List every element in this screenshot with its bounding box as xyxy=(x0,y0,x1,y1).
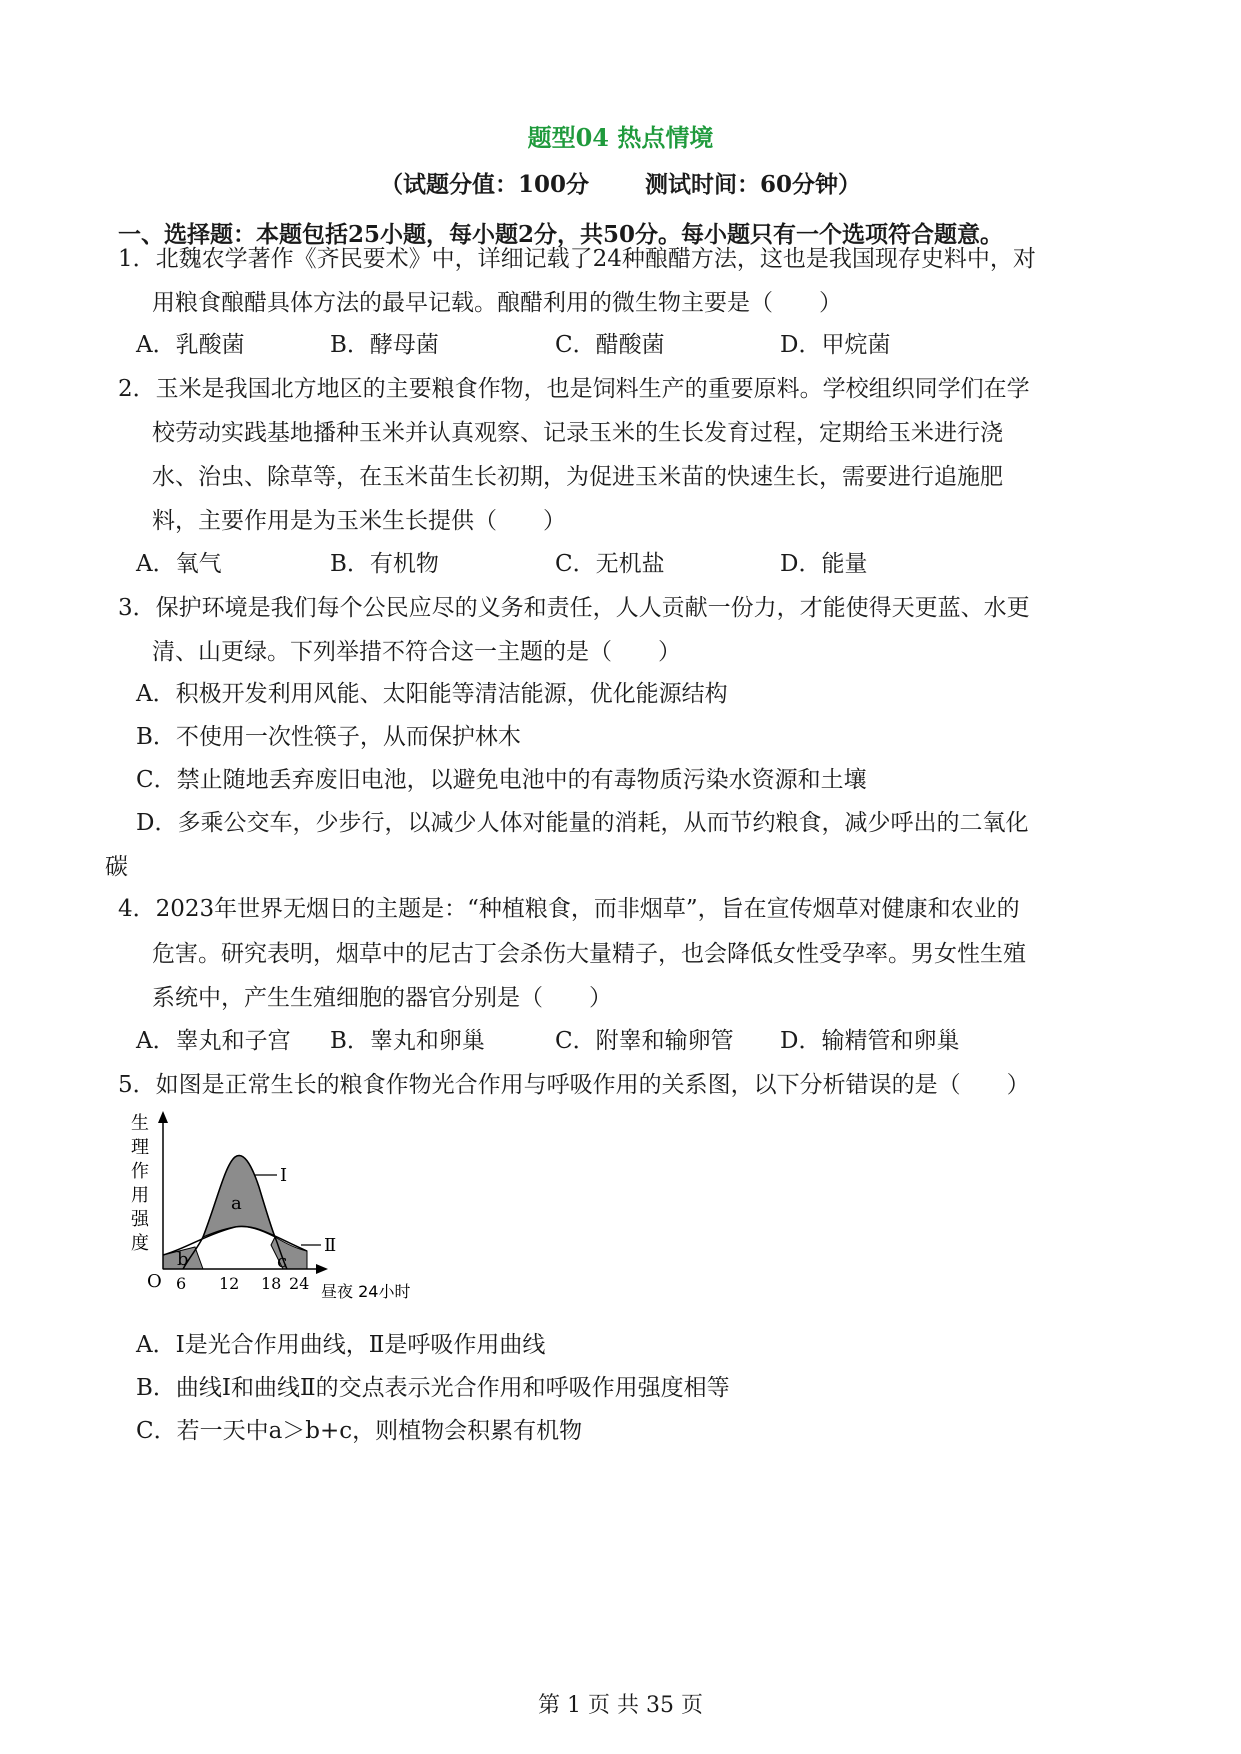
question-1-option-d: D．甲烷菌 xyxy=(780,332,891,358)
x-axis-label: 昼夜 24小时 xyxy=(321,1282,411,1301)
question-2-line-1: 2．玉米是我国北方地区的主要粮食作物，也是饲料生产的重要原料。学校组织同学们在学 xyxy=(118,376,1030,402)
question-4-option-c: C．附睾和输卵管 xyxy=(555,1028,734,1054)
y-axis-arrow xyxy=(158,1111,168,1123)
question-4-line-3: 系统中，产生生殖细胞的器官分别是（ ） xyxy=(152,985,612,1011)
question-5-line-1: 5．如图是正常生长的粮食作物光合作用与呼吸作用的关系图，以下分析错误的是（ ） xyxy=(118,1072,1030,1098)
question-2-option-a: A．氧气 xyxy=(136,551,222,577)
question-2-line-2: 校劳动实践基地播种玉米并认真观察、记录玉米的生长发育过程，定期给玉米进行浇 xyxy=(152,420,1003,446)
x-tick-18: 18 xyxy=(261,1274,282,1293)
y-axis-label-char-2: 理 xyxy=(131,1137,149,1158)
question-4-line-2: 危害。研究表明，烟草中的尼古丁会杀伤大量精子，也会降低女性受孕率。男女性生殖 xyxy=(152,941,1026,967)
curve-I-label: Ⅰ xyxy=(280,1165,288,1186)
page-title: 题型04 热点情境 xyxy=(527,123,714,152)
question-2-option-b: B．有机物 xyxy=(330,551,439,577)
question-4-option-b: B．睾丸和卵巢 xyxy=(330,1028,485,1054)
x-tick-12: 12 xyxy=(219,1274,240,1293)
page-footer: 第 1 页 共 35 页 xyxy=(538,1693,703,1718)
score-info: （试题分值：100分 xyxy=(379,171,589,198)
region-b-label: b xyxy=(177,1249,189,1270)
x-tick-24: 24 xyxy=(289,1274,310,1293)
photosynthesis-respiration-figure xyxy=(125,1105,435,1305)
question-3-option-a: A．积极开发利用风能、太阳能等清洁能源，优化能源结构 xyxy=(136,681,728,707)
question-5-option-b: B．曲线Ⅰ和曲线Ⅱ的交点表示光合作用和呼吸作用强度相等 xyxy=(136,1375,730,1401)
question-2-option-d: D．能量 xyxy=(780,551,868,577)
question-3-option-c: C．禁止随地丢弃废旧电池，以避免电池中的有毒物质污染水资源和土壤 xyxy=(136,767,867,793)
exam-info xyxy=(0,166,1241,199)
origin-label: O xyxy=(147,1271,162,1292)
region-c-label: c xyxy=(277,1251,288,1272)
question-3-option-d-line-1: D．多乘公交车，少步行，以减少人体对能量的消耗，从而节约粮食，减少呼出的二氧化 xyxy=(136,810,1029,836)
y-axis-label-char-3: 作 xyxy=(131,1161,149,1182)
y-axis-label-char-4: 用 xyxy=(131,1185,149,1206)
question-5-option-c: C．若一天中a＞b+c，则植物会积累有机物 xyxy=(136,1418,583,1444)
question-4-option-a: A．睾丸和子宫 xyxy=(136,1028,291,1054)
question-1-option-c: C．醋酸菌 xyxy=(555,332,665,358)
x-tick-6: 6 xyxy=(176,1274,187,1293)
y-axis-label-char-5: 强 xyxy=(131,1209,149,1230)
y-axis-label-char-6: 度 xyxy=(131,1233,149,1254)
question-3-line-2: 清、山更绿。下列举措不符合这一主题的是（ ） xyxy=(152,639,681,665)
question-2-line-3: 水、治虫、除草等，在玉米苗生长初期，为促进玉米苗的快速生长，需要进行追施肥 xyxy=(152,464,1003,490)
curve-II-label: Ⅱ xyxy=(324,1235,337,1256)
question-3-option-b: B．不使用一次性筷子，从而保护林木 xyxy=(136,724,521,750)
question-2-option-c: C．无机盐 xyxy=(555,551,665,577)
question-1-option-a: A．乳酸菌 xyxy=(136,332,245,358)
question-3-line-1: 3．保护环境是我们每个公民应尽的义务和责任，人人贡献一份力，才能使得天更蓝、水更 xyxy=(118,595,1030,621)
time-info: 测试时间：60分钟） xyxy=(645,171,862,198)
question-5-option-a: A．Ⅰ是光合作用曲线，Ⅱ是呼吸作用曲线 xyxy=(136,1332,546,1358)
question-2-line-4: 料，主要作用是为玉米生长提供（ ） xyxy=(152,508,566,534)
y-axis-label-char-1: 生 xyxy=(131,1113,149,1134)
question-1-line-1: 1．北魏农学著作《齐民要术》中，详细记载了24种酿醋方法，这也是我国现存史料中，对 xyxy=(118,246,1036,272)
region-a-label: a xyxy=(231,1193,242,1214)
question-1-line-2: 用粮食酿醋具体方法的最早记载。酿醋利用的微生物主要是（ ） xyxy=(152,290,842,316)
question-3-option-d-line-2: 碳 xyxy=(105,854,128,880)
x-axis-arrow xyxy=(316,1264,328,1274)
section-heading: 一、选择题：本题包括25小题，每小题2分，共50分。每小题只有一个选项符合题意。 xyxy=(118,221,1004,248)
question-1-option-b: B．酵母菌 xyxy=(330,332,439,358)
question-4-line-1: 4．2023年世界无烟日的主题是：“种植粮食，而非烟草”，旨在宣传烟草对健康和农业的 xyxy=(118,896,1020,922)
question-4-option-d: D．输精管和卵巢 xyxy=(780,1028,960,1054)
